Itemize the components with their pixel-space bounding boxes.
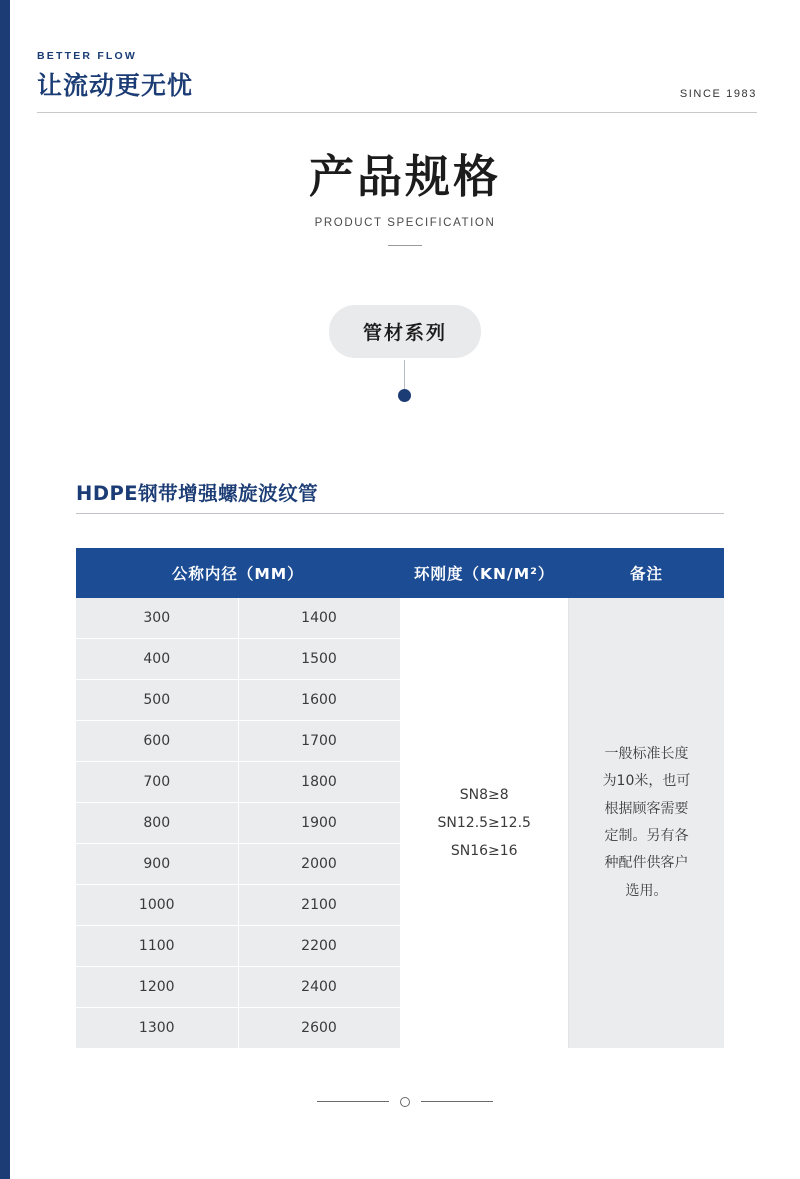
section-divider [76, 513, 724, 514]
cell-diameter-a: 700 [76, 762, 238, 803]
since-label: SINCE 1983 [679, 88, 757, 100]
cell-diameter-b: 2000 [238, 844, 400, 885]
table-header-diameter: 公称内径（MM） [76, 548, 400, 598]
ornament-line-left [317, 1101, 389, 1102]
note-line-1: 一般标准长度 [604, 746, 689, 763]
table-row [76, 598, 724, 639]
page-title: 产品规格 [308, 150, 501, 203]
note-line-5: 种配件供客户 [604, 855, 689, 872]
cell-diameter-b: 1500 [238, 639, 400, 680]
cell-diameter-b: 2400 [238, 967, 400, 1008]
footer-ornament [10, 1093, 800, 1111]
cell-diameter-a: 400 [76, 639, 238, 680]
cell-note-merged [568, 598, 724, 1048]
cell-diameter-b: 1400 [238, 598, 400, 639]
cell-diameter-b: 2600 [238, 1008, 400, 1049]
note-line-6: 选用。 [625, 882, 668, 899]
table-header-note: 备注 [568, 548, 724, 598]
table-header-row [76, 548, 724, 598]
stiffness-line-3: SN16≥16 [450, 843, 518, 859]
left-edge-bar [0, 0, 10, 1179]
cell-diameter-b: 2200 [238, 926, 400, 967]
ornament-circle-icon [400, 1097, 410, 1107]
cell-diameter-a: 1300 [76, 1008, 238, 1049]
stiffness-line-2: SN12.5≥12.5 [437, 815, 531, 831]
brand-logo-cn: 让流动更无忧 [37, 71, 194, 100]
cell-stiffness-merged [400, 598, 568, 1048]
document-page [10, 0, 800, 1179]
ornament-line-right [421, 1101, 493, 1102]
series-pill: 管材系列 [329, 305, 481, 358]
stiffness-line-1: SN8≥8 [459, 787, 509, 803]
brand-tagline-en: BETTER FLOW [37, 50, 138, 62]
cell-diameter-a: 500 [76, 680, 238, 721]
cell-diameter-b: 1700 [238, 721, 400, 762]
connector-dot [398, 389, 411, 402]
table-header-stiffness: 环刚度（KN/M²） [400, 548, 568, 598]
cell-diameter-a: 1100 [76, 926, 238, 967]
page-header [37, 50, 757, 112]
title-dash-ornament [388, 245, 422, 246]
cell-diameter-a: 600 [76, 721, 238, 762]
note-line-4: 定制。另有各 [604, 828, 689, 844]
cell-diameter-b: 1600 [238, 680, 400, 721]
series-pill-zone [10, 305, 800, 358]
cell-diameter-b: 2100 [238, 885, 400, 926]
cell-diameter-a: 300 [76, 598, 238, 639]
cell-diameter-a: 1200 [76, 967, 238, 1008]
note-line-2: 为10米，也可 [602, 773, 691, 790]
note-line-3: 根据顾客需要 [604, 800, 689, 817]
header-divider [37, 112, 757, 113]
page-title-block [10, 140, 800, 246]
section-heading: HDPE钢带增强螺旋波纹管 [76, 482, 319, 505]
cell-diameter-b: 1800 [238, 762, 400, 803]
specification-table [76, 548, 724, 1048]
cell-diameter-a: 800 [76, 803, 238, 844]
page-subtitle: PRODUCT SPECIFICATION [314, 217, 496, 229]
pill-connector-line [404, 360, 405, 390]
cell-diameter-b: 1900 [238, 803, 400, 844]
cell-diameter-a: 1000 [76, 885, 238, 926]
cell-diameter-a: 900 [76, 844, 238, 885]
